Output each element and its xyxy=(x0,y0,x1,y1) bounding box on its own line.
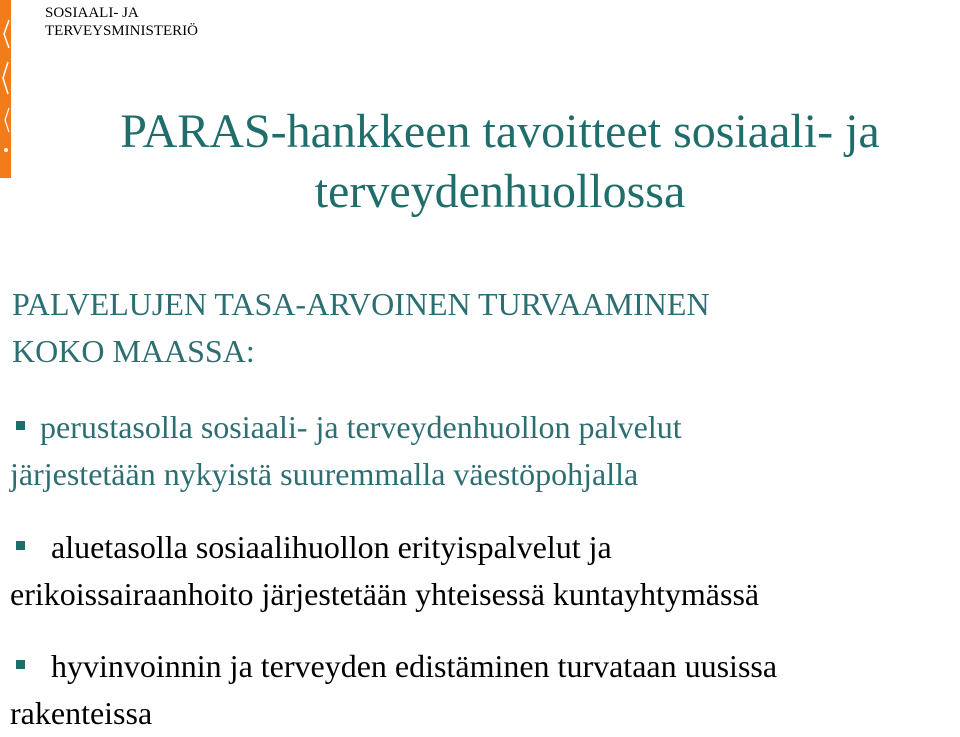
bullet-item-text: hyvinvoinnin ja terveyden edistäminen turvataan uusissa xyxy=(51,648,778,684)
bullet-item xyxy=(10,643,777,737)
bullet-item xyxy=(10,404,682,498)
bullet-item-line2: erikoissairaanhoito järjestetään yhteisessä kuntayhtymässä xyxy=(10,576,760,612)
section-heading xyxy=(12,281,710,375)
bullet-item-line2: rakenteissa xyxy=(10,695,153,731)
ministry-name-line1: SOSIAALI- JA xyxy=(45,5,139,21)
square-bullet-icon xyxy=(16,660,25,669)
ministry-name-line2: TERVEYSMINISTERIÖ xyxy=(45,23,198,39)
section-heading-line2: KOKO MAASSA: xyxy=(12,333,255,369)
square-bullet-icon xyxy=(16,421,25,430)
slide-title-line1: PARAS-hankkeen tavoitteet sosiaali- ja xyxy=(120,105,880,158)
bullet-item-line2: järjestetään nykyistä suuremmalla väestöpohjalla xyxy=(10,456,639,492)
bullet-item xyxy=(10,524,759,618)
slide-title-line2: terveydenhuollossa xyxy=(314,165,686,218)
bullet-item-line1 xyxy=(10,404,682,451)
ministry-name xyxy=(45,4,198,40)
slide-title xyxy=(0,102,960,222)
bullet-item-text: perustasolla sosiaali- ja terveydenhuollon palvelut xyxy=(40,409,682,445)
bullet-item-line1 xyxy=(10,643,777,690)
bullet-item-text: aluetasolla sosiaalihuollon erityispalvelut ja xyxy=(51,529,612,565)
section-heading-line1: PALVELUJEN TASA-ARVOINEN TURVAAMINEN xyxy=(12,286,710,322)
bullet-item-line1 xyxy=(10,524,759,571)
square-bullet-icon xyxy=(16,541,25,550)
